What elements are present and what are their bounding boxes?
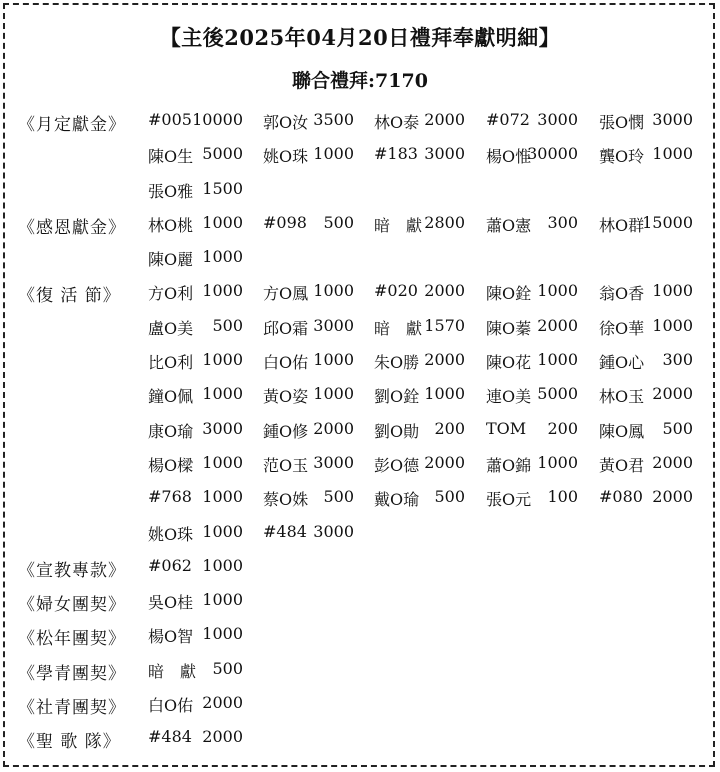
donor-name: 暗 獻 [374,215,423,235]
donation-amount: 5000 [537,384,578,404]
donor-name: 比O利 [148,353,194,373]
offering-line [18,582,708,616]
donation-amount: 3000 [313,521,354,541]
donor-name: 劉O勛 [374,421,420,441]
donor-name: 暗 獻 [148,661,197,681]
offering-list [18,102,708,754]
donor-name: 范O玉 [263,455,309,475]
donor-name: #183 [374,144,418,164]
donation-amount: 1000 [202,555,243,575]
donor-name: 陳O花 [486,353,532,373]
donation-amount: 1000 [202,521,243,541]
donation-amount: 3500 [313,110,354,129]
offering-line [18,548,708,582]
donor-name: 陳O鳳 [599,421,645,441]
offering-line [18,102,708,136]
donation-amount: 1000 [202,590,243,610]
donation-amount: 3000 [537,110,578,129]
donation-amount: 1000 [202,247,243,267]
donor-name: 吳O桂 [148,593,194,613]
donation-amount: 2000 [424,110,465,129]
donor-name: 白O佑 [263,353,309,373]
category-label: 《社青團契》 [18,698,126,719]
donation-amount: 1000 [652,281,693,301]
donation-amount: 2800 [424,212,465,232]
donor-name: 白O佑 [148,696,194,716]
donor-name: 蕭O錦 [486,455,532,475]
donor-name: 陳O麗 [148,250,194,270]
donor-name: #072 [486,110,530,129]
donation-amount: 1000 [537,350,578,370]
donation-amount: 2000 [313,418,354,438]
donor-name: 姚O珠 [148,524,194,544]
category-label: 《月定獻金》 [18,115,126,135]
donor-name: 黃O姿 [263,387,309,407]
category-label: 《聖 歌 隊》 [18,732,121,753]
offering-line [18,719,708,753]
donor-name: 林O玉 [599,387,645,407]
donation-amount: 500 [323,487,354,507]
donation-amount: 500 [434,487,465,507]
donation-amount: 2000 [424,452,465,472]
donation-amount: 30000 [527,144,578,164]
donation-amount: 2000 [424,281,465,301]
donation-amount: 500 [212,315,243,335]
donation-amount: 3000 [313,452,354,472]
joint-worship-total: 聯合禮拜:7170 [292,70,428,92]
offering-line [18,136,708,170]
donation-amount: 300 [547,212,578,232]
donor-name: 暗 獻 [374,318,423,338]
donor-name: 張O雅 [148,181,194,201]
donor-name: 林O泰 [374,113,420,132]
donation-amount: 15000 [642,212,693,232]
donation-amount: 1000 [537,281,578,301]
donor-name: #020 [374,281,418,301]
donation-amount: 1000 [537,452,578,472]
donor-name: #484 [148,727,192,747]
donation-amount: 2000 [537,315,578,335]
donor-name: 楊O樑 [148,455,194,475]
donor-name: 邱O霜 [263,318,309,338]
offering-line [18,411,708,445]
offering-line [18,514,708,548]
donor-name: #062 [148,555,192,575]
donor-name: TOM [486,418,527,438]
donor-name: 方O利 [148,284,194,304]
category-label: 《學青團契》 [18,663,126,684]
offering-line [18,616,708,650]
offering-line [18,239,708,273]
donor-name: #005 [148,110,192,129]
donor-name: 蕭O憲 [486,215,532,235]
donor-name: 林O群 [599,215,645,235]
donation-amount: 5000 [202,144,243,164]
donation-amount: 1000 [202,212,243,232]
donation-amount: 1000 [313,144,354,164]
donor-name: 龔O玲 [599,147,645,167]
donation-amount: 1000 [313,384,354,404]
offering-line [18,685,708,719]
page-title: 【主後2025年04月20日禮拜奉獻明細】 [159,25,561,50]
donor-name: 盧O美 [148,318,194,338]
donation-amount: 200 [434,418,465,438]
donation-amount: 500 [662,418,693,438]
offering-line [18,445,708,479]
donation-amount: 1000 [313,350,354,370]
donor-name: 郭O汝 [263,113,309,132]
category-label: 《松年團契》 [18,629,126,650]
donor-name: 方O鳳 [263,284,309,304]
donor-name: 楊O智 [148,627,194,647]
donation-amount: 2000 [424,350,465,370]
category-label: 《復 活 節》 [18,286,121,307]
donor-name: #098 [263,212,307,232]
donation-amount: 1570 [424,315,465,335]
donation-amount: 500 [212,658,243,678]
donor-name: #484 [263,521,307,541]
offering-line [18,205,708,239]
donor-name: 連O美 [486,387,532,407]
category-label: 《感恩獻金》 [18,217,126,238]
donor-name: 康O瑜 [148,421,194,441]
donor-name: 姚O珠 [263,147,309,167]
donation-amount: 1500 [202,178,243,198]
donation-amount: 1000 [652,144,693,164]
donation-amount: 3000 [202,418,243,438]
donor-name: 翁O香 [599,284,645,304]
donation-amount: 10000 [192,110,243,129]
donor-name: 張O元 [486,490,532,510]
donation-amount: 1000 [313,281,354,301]
offering-line [18,376,708,410]
donor-name: 鍾O修 [263,421,309,441]
donation-amount: 2000 [202,727,243,747]
donation-amount: 1000 [202,350,243,370]
donation-amount: 200 [547,418,578,438]
donor-name: 黃O君 [599,455,645,475]
donation-amount: 3000 [424,144,465,164]
donation-amount: 1000 [202,624,243,644]
donation-amount: 2000 [652,452,693,472]
donor-name: 朱O勝 [374,353,420,373]
donor-name: #080 [599,487,643,507]
donor-name: 彭O德 [374,455,420,475]
donor-name: 楊O惟 [486,147,532,167]
donation-amount: 1000 [202,487,243,507]
donation-amount: 1000 [424,384,465,404]
donation-amount: 1000 [202,281,243,301]
offering-line [18,479,708,513]
donor-name: 戴O瑜 [374,490,420,510]
donation-amount: 2000 [652,384,693,404]
donation-amount: 500 [323,212,354,232]
donor-name: #768 [148,487,192,507]
donor-name: 徐O華 [599,318,645,338]
offering-line [18,308,708,342]
donor-name: 蔡O姝 [263,490,309,510]
donation-amount: 1000 [202,452,243,472]
donation-amount: 2000 [202,693,243,713]
donor-name: 林O桃 [148,215,194,235]
donor-name: 鍾O心 [599,353,645,373]
offering-line [18,273,708,307]
donation-amount: 2000 [652,487,693,507]
donor-name: 陳O蓁 [486,318,532,338]
donation-amount: 300 [662,350,693,370]
donor-name: 陳O銓 [486,284,532,304]
offering-line [18,171,708,205]
donation-amount: 100 [547,487,578,507]
donation-amount: 1000 [652,315,693,335]
offering-line [18,651,708,685]
donor-name: 陳O生 [148,147,194,167]
offering-line [18,342,708,376]
category-label: 《宣教專款》 [18,560,126,581]
donor-name: 劉O銓 [374,387,420,407]
donation-amount: 3000 [652,110,693,129]
donation-amount: 1000 [202,384,243,404]
category-label: 《婦女團契》 [18,595,126,616]
donation-amount: 3000 [313,315,354,335]
donor-name: 張O憫 [599,113,645,132]
donor-name: 鐘O佩 [148,387,194,407]
